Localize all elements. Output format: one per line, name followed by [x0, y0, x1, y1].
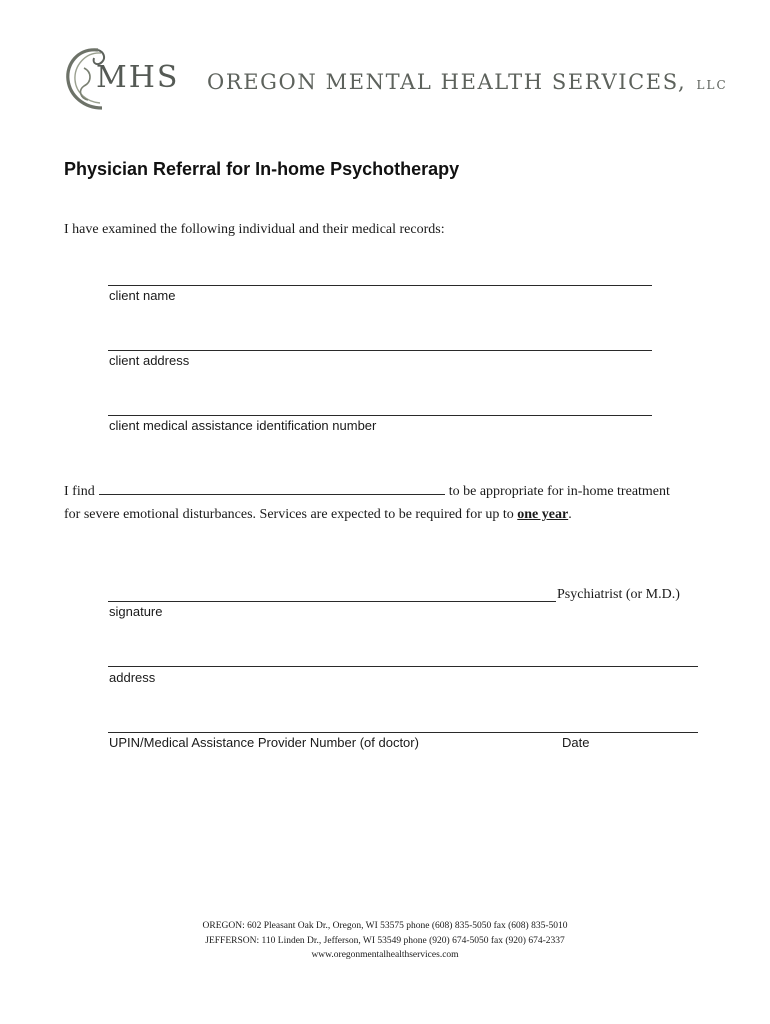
upin-field[interactable] — [108, 732, 698, 733]
company-name-main: OREGON MENTAL HEALTH SERVICES, — [207, 70, 687, 94]
signature-label: signature — [109, 604, 163, 619]
intro-text: I have examined the following individual and their medical records: — [64, 222, 445, 237]
upin-label: UPIN/Medical Assistance Provider Number (of doctor) — [109, 735, 419, 750]
client-address-field[interactable] — [108, 350, 652, 351]
footer-jefferson-address: JEFFERSON: 110 Linden Dr., Jefferson, WI 53549 phone (920) 674-5050 fax (920) 674-2337 — [205, 936, 565, 946]
finding-suffix: to be appropriate for in-home treatment — [448, 484, 670, 499]
client-name-label: client name — [109, 288, 176, 303]
company-name — [207, 70, 728, 94]
finding-line-2 — [64, 507, 572, 523]
date-label: Date — [562, 735, 590, 750]
footer-oregon-address: OREGON: 602 Pleasant Oak Dr., Oregon, WI 53575 phone (608) 835-5050 fax (608) 835-5010 — [202, 921, 568, 931]
page-title: Physician Referral for In-home Psychotherapy — [64, 159, 460, 179]
doctor-address-field[interactable] — [108, 666, 698, 667]
finding-line-1 — [64, 482, 670, 500]
signature-field[interactable] — [108, 601, 556, 602]
logo-text: MHS — [96, 60, 180, 95]
footer-website: www.oregonmentalhealthservices.com — [311, 950, 459, 960]
client-ma-id-label: client medical assistance identification number — [109, 418, 377, 433]
client-name-field[interactable] — [108, 285, 652, 286]
address-label: address — [109, 670, 156, 685]
psychiatrist-title: Psychiatrist (or M.D.) — [557, 587, 680, 602]
client-find-field[interactable] — [99, 482, 445, 495]
finding-line2-prefix: for severe emotional disturbances. Services are expected to be required for up to — [64, 507, 514, 522]
client-ma-id-field[interactable] — [108, 415, 652, 416]
duration-emphasis: one year — [517, 507, 569, 522]
company-suffix: LLC — [696, 78, 728, 92]
client-address-label: client address — [109, 353, 190, 368]
finding-prefix: I find — [64, 484, 95, 499]
finding-line2-end: . — [568, 507, 572, 522]
